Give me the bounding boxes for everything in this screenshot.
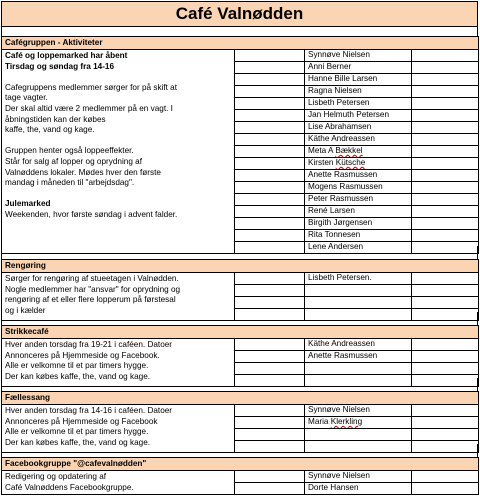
empty-cell xyxy=(235,363,305,375)
empty-cell xyxy=(235,242,305,254)
section-description xyxy=(2,471,235,495)
description-line: Hver anden torsdag fra 14-16 i caféen. Datoer xyxy=(5,406,173,415)
section-description xyxy=(2,50,235,254)
empty-cell xyxy=(235,98,305,110)
member-name-cell: Kirsten Kütsche xyxy=(305,158,412,170)
empty-cell xyxy=(235,74,305,86)
empty-cell xyxy=(235,429,305,441)
description-line: Tirsdag og søndag fra 14-16 xyxy=(5,61,115,71)
empty-cell xyxy=(412,351,479,363)
empty-cell xyxy=(412,363,479,375)
table-row xyxy=(2,405,479,417)
description-line: Der kan købes kaffe, the, vand og kage. xyxy=(5,371,151,381)
section-header: Strikkecafé xyxy=(2,326,479,339)
description-line: og i kælder xyxy=(5,305,46,315)
description-line: Annonceres på Hjemmeside og Facebook. xyxy=(5,350,160,360)
member-name-cell: Anni Berner xyxy=(305,62,412,74)
empty-cell xyxy=(235,170,305,182)
member-name-cell: Jan Helmuth Petersen xyxy=(305,110,412,122)
empty-cell xyxy=(412,429,479,441)
member-name-cell xyxy=(305,429,412,441)
empty-cell xyxy=(235,273,305,285)
section-description xyxy=(2,273,235,321)
description-line: Julemarked xyxy=(5,199,51,209)
description-line: Nogle medlemmer har "ansvar" for oprydning og xyxy=(5,284,181,294)
empty-cell xyxy=(235,182,305,194)
member-name-cell: Käthe Andreassen xyxy=(305,134,412,146)
member-name-cell xyxy=(305,297,412,309)
empty-cell xyxy=(412,471,479,483)
description-line: åbningstiden kan der købes xyxy=(5,114,106,124)
empty-cell xyxy=(235,146,305,158)
empty-cell xyxy=(235,351,305,363)
description-line: Valnøddens lokaler. Mødes hver den første xyxy=(5,167,161,177)
member-name-cell: Meta A Bækkel xyxy=(305,146,412,158)
member-name-cell: Lisbeth Petersen. xyxy=(305,273,412,285)
member-name-cell: Peter Rasmussen xyxy=(305,194,412,206)
empty-cell xyxy=(235,405,305,417)
member-name-cell: Maria Klerkling xyxy=(305,417,412,429)
empty-cell xyxy=(235,285,305,297)
empty-cell xyxy=(412,74,479,86)
description-line xyxy=(5,136,234,147)
empty-cell xyxy=(412,134,479,146)
empty-cell xyxy=(412,230,479,242)
empty-cell xyxy=(412,483,479,495)
member-name-cell: Käthe Andreassen xyxy=(305,339,412,351)
empty-cell xyxy=(412,273,479,285)
member-name-cell: Lise Abrahamsen xyxy=(305,122,412,134)
empty-cell xyxy=(412,98,479,110)
section-table xyxy=(1,259,479,321)
page-title: Café Valnødden xyxy=(1,1,478,27)
empty-cell xyxy=(412,86,479,98)
member-name-cell: Anette Rasmussen xyxy=(305,170,412,182)
empty-cell xyxy=(235,62,305,74)
table-row xyxy=(2,471,479,483)
description-line: Der skal altid være 2 medlemmer på en vagt. I xyxy=(5,103,173,113)
section-header: Fællessang xyxy=(2,392,479,405)
section-gap xyxy=(1,27,478,36)
member-name-cell: Hanne Bille Larsen xyxy=(305,74,412,86)
table-row xyxy=(2,339,479,351)
empty-cell xyxy=(412,405,479,417)
member-name-cell: Synnøve Nielsen xyxy=(305,471,412,483)
member-name-cell xyxy=(305,441,412,453)
member-name-cell: René Larsen xyxy=(305,206,412,218)
empty-cell xyxy=(412,218,479,230)
empty-cell xyxy=(412,158,479,170)
description-line: Cafegruppens medlemmer sørger for på skift at xyxy=(5,82,178,92)
empty-cell xyxy=(412,194,479,206)
empty-cell xyxy=(412,285,479,297)
empty-cell xyxy=(412,297,479,309)
table-row xyxy=(2,273,479,285)
empty-cell xyxy=(412,182,479,194)
member-name-cell: Rita Tonnesen xyxy=(305,230,412,242)
empty-cell xyxy=(235,134,305,146)
empty-cell xyxy=(412,170,479,182)
empty-cell xyxy=(235,158,305,170)
empty-cell xyxy=(235,194,305,206)
member-name-cell: Synnøve Nielsen xyxy=(305,405,412,417)
empty-cell xyxy=(235,206,305,218)
empty-cell xyxy=(412,110,479,122)
empty-cell xyxy=(412,339,479,351)
description-line: Weekenden, hvor første søndag i advent falder. xyxy=(5,209,178,219)
description-line: tage vagter. xyxy=(5,93,48,103)
section-header: Facebookgruppe "@cafevalnødden" xyxy=(2,458,479,471)
member-name-cell xyxy=(305,285,412,297)
description-line: Redigering og opdatering af xyxy=(5,472,107,481)
section-table xyxy=(1,325,479,387)
empty-cell xyxy=(412,122,479,134)
empty-cell xyxy=(412,146,479,158)
member-name-cell: Lisbeth Petersen xyxy=(305,98,412,110)
empty-cell xyxy=(235,110,305,122)
empty-cell xyxy=(412,62,479,74)
empty-cell xyxy=(412,206,479,218)
empty-cell xyxy=(235,86,305,98)
description-line: Café Valnøddens Facebookgruppe. xyxy=(5,482,134,492)
section-description xyxy=(2,339,235,387)
empty-cell xyxy=(412,441,479,453)
member-name-cell xyxy=(305,309,412,321)
member-name-cell: Ragna Nielsen xyxy=(305,86,412,98)
member-name-cell xyxy=(305,375,412,387)
description-line: Gruppen henter også loppeeffekter. xyxy=(5,146,134,156)
empty-cell xyxy=(235,50,305,62)
empty-cell xyxy=(412,242,479,254)
description-line: Står for salg af lopper og oprydning af xyxy=(5,156,142,166)
empty-cell xyxy=(235,339,305,351)
member-name-cell: Mogens Rasmussen xyxy=(305,182,412,194)
description-line: Café og loppemarked har åbent xyxy=(5,51,128,60)
empty-cell xyxy=(412,417,479,429)
description-line: Hver anden torsdag fra 19-21 i caféen. Datoer xyxy=(5,340,173,349)
member-name-cell: Birgith Jørgensen xyxy=(305,218,412,230)
description-line: mandag i måneden til "arbejdsdag". xyxy=(5,178,135,188)
member-name-cell: Anette Rasmussen xyxy=(305,351,412,363)
empty-cell xyxy=(235,122,305,134)
table-row xyxy=(2,50,479,62)
description-line xyxy=(5,189,234,200)
empty-cell xyxy=(235,483,305,495)
empty-cell xyxy=(235,218,305,230)
description-line: Alle er velkomne til et par timers hygge. xyxy=(5,427,149,437)
description-line: Annonceres på Hjemmeside og Facebook xyxy=(5,416,158,426)
member-name-cell: Synnøve Nielsen xyxy=(305,50,412,62)
description-line: rengøring af et eller flere lopperum på førstesal xyxy=(5,295,176,305)
empty-cell xyxy=(412,375,479,387)
description-line: Sørger for rengøring af stueetagen i Valnødden. xyxy=(5,274,179,283)
description-line: kaffe, the, vand og kage. xyxy=(5,125,95,135)
member-name-cell xyxy=(305,363,412,375)
empty-cell xyxy=(412,50,479,62)
section-table xyxy=(1,391,479,453)
member-name-cell: Dorte Hansen xyxy=(305,483,412,495)
empty-cell xyxy=(235,230,305,242)
section-header: Cafégruppen - Aktiviteter xyxy=(2,37,479,50)
empty-cell xyxy=(235,471,305,483)
member-name-cell: Lene Andersen xyxy=(305,242,412,254)
empty-cell xyxy=(235,417,305,429)
section-description xyxy=(2,405,235,453)
empty-cell xyxy=(235,297,305,309)
empty-cell xyxy=(412,309,479,321)
empty-cell xyxy=(235,375,305,387)
description-line xyxy=(5,72,234,83)
empty-cell xyxy=(235,441,305,453)
section-table xyxy=(1,36,479,254)
section-header: Rengøring xyxy=(2,260,479,273)
description-line: Alle er velkomne til et par timers hygge. xyxy=(5,361,149,371)
description-line: Der kan købes kaffe, the, vand og kage. xyxy=(5,437,151,447)
empty-cell xyxy=(235,309,305,321)
section-table xyxy=(1,457,479,495)
